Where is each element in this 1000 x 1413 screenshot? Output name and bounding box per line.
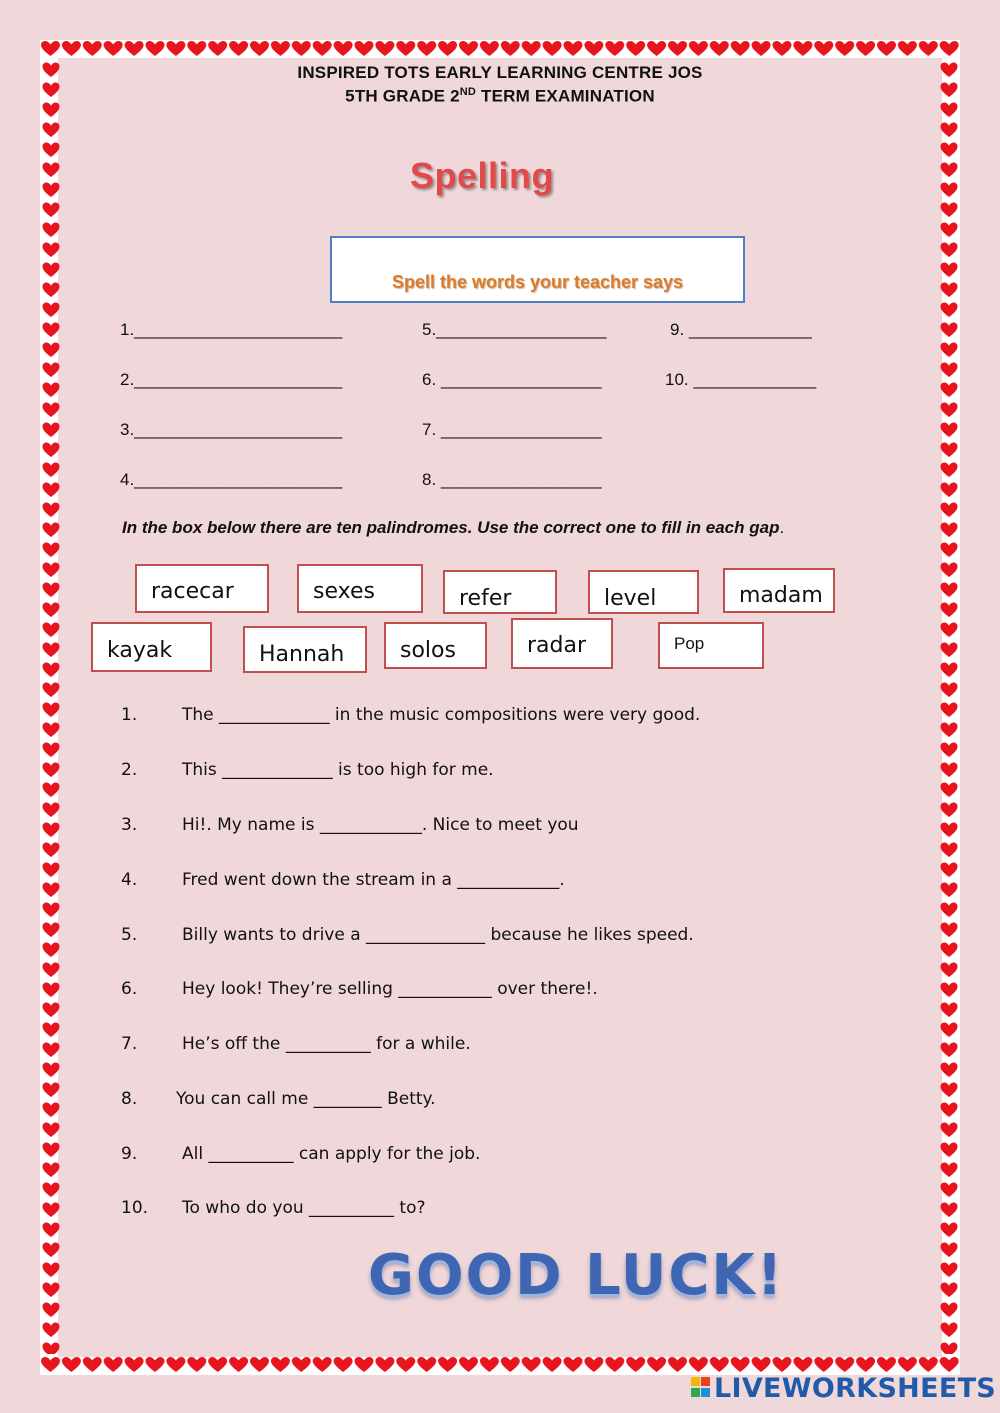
heart-border-right — [940, 60, 958, 1354]
spelling-blank-1[interactable]: 1.______________________ — [120, 320, 343, 339]
school-name: INSPIRED TOTS EARLY LEARNING CENTRE JOS — [297, 63, 703, 82]
spelling-blank-4[interactable]: 4.______________________ — [120, 470, 343, 489]
instruction-box — [330, 236, 745, 303]
word-box-level[interactable]: level — [588, 570, 699, 614]
sentence-10[interactable]: To who do you __________ to? — [182, 1198, 426, 1218]
page-title: Spelling — [410, 155, 555, 196]
word-box-hannah[interactable]: Hannah — [243, 626, 367, 673]
watermark-text: LIVEWORKSHEETS — [714, 1372, 997, 1404]
sentence-number: 8. — [121, 1089, 138, 1109]
spelling-blank-10[interactable]: 10. _____________ — [665, 370, 817, 389]
spelling-blank-2[interactable]: 2.______________________ — [120, 370, 343, 389]
sentence-6[interactable]: Hey look! They’re selling ___________ over there!. — [182, 979, 598, 999]
sentence-number: 2. — [121, 760, 138, 780]
sentence-7[interactable]: He’s off the __________ for a while. — [182, 1034, 471, 1054]
sentence-2[interactable]: This _____________ is too high for me. — [182, 760, 494, 780]
sentence-3[interactable]: Hi!. My name is ____________. Nice to meet you — [182, 815, 579, 835]
word-box-solos[interactable]: solos — [384, 622, 487, 669]
sentence-number: 5. — [121, 925, 138, 945]
sentence-number: 4. — [121, 870, 138, 890]
heart-icon — [40, 40, 960, 58]
palindrome-instruction: In the box below there are ten palindromes. Use the correct one to fill in each gap. — [122, 518, 785, 537]
heart-icon — [940, 60, 958, 1354]
sentence-5[interactable]: Billy wants to drive a ______________ because he likes speed. — [182, 925, 694, 945]
sentence-number: 7. — [121, 1034, 138, 1054]
sentence-number: 10. — [121, 1198, 149, 1218]
sentence-8[interactable]: You can call me ________ Betty. — [176, 1089, 436, 1109]
heart-icon — [42, 60, 60, 1354]
sentence-1[interactable]: The _____________ in the music compositions were very good. — [182, 705, 701, 725]
spelling-blank-6[interactable]: 6. _________________ — [422, 370, 602, 389]
spelling-blank-9[interactable]: 9. _____________ — [670, 320, 812, 339]
spelling-blank-5[interactable]: 5.__________________ — [422, 320, 607, 339]
good-luck-banner: GOOD LUCK! — [368, 1243, 785, 1308]
heart-border-top — [40, 40, 960, 58]
sentence-number: 1. — [121, 705, 138, 725]
spelling-blank-8[interactable]: 8. _________________ — [422, 470, 602, 489]
heart-icon — [40, 1356, 960, 1374]
heart-border-bottom — [40, 1356, 960, 1374]
heart-border-left — [42, 60, 60, 1354]
word-box-pop[interactable]: Pop — [658, 622, 764, 669]
sentence-number: 9. — [121, 1144, 138, 1164]
word-box-madam[interactable]: madam — [723, 568, 835, 613]
liveworksheets-logo[interactable] — [690, 1373, 996, 1403]
exam-title: 5TH GRADE 2ND TERM EXAMINATION — [345, 86, 655, 106]
word-box-refer[interactable]: refer — [443, 570, 557, 614]
sentence-number: 3. — [121, 815, 138, 835]
sentence-number: 6. — [121, 979, 138, 999]
spelling-blank-7[interactable]: 7. _________________ — [422, 420, 602, 439]
sentence-9[interactable]: All __________ can apply for the job. — [182, 1144, 481, 1164]
word-box-kayak[interactable]: kayak — [91, 622, 212, 672]
word-box-racecar[interactable]: racecar — [135, 564, 269, 613]
instruction-text: Spell the words your teacher says — [391, 272, 684, 292]
liveworksheets-icon — [690, 1375, 712, 1401]
sentence-4[interactable]: Fred went down the stream in a ____________. — [182, 870, 565, 890]
word-box-radar[interactable]: radar — [511, 618, 613, 669]
word-box-sexes[interactable]: sexes — [297, 564, 423, 613]
spelling-blank-3[interactable]: 3.______________________ — [120, 420, 343, 439]
